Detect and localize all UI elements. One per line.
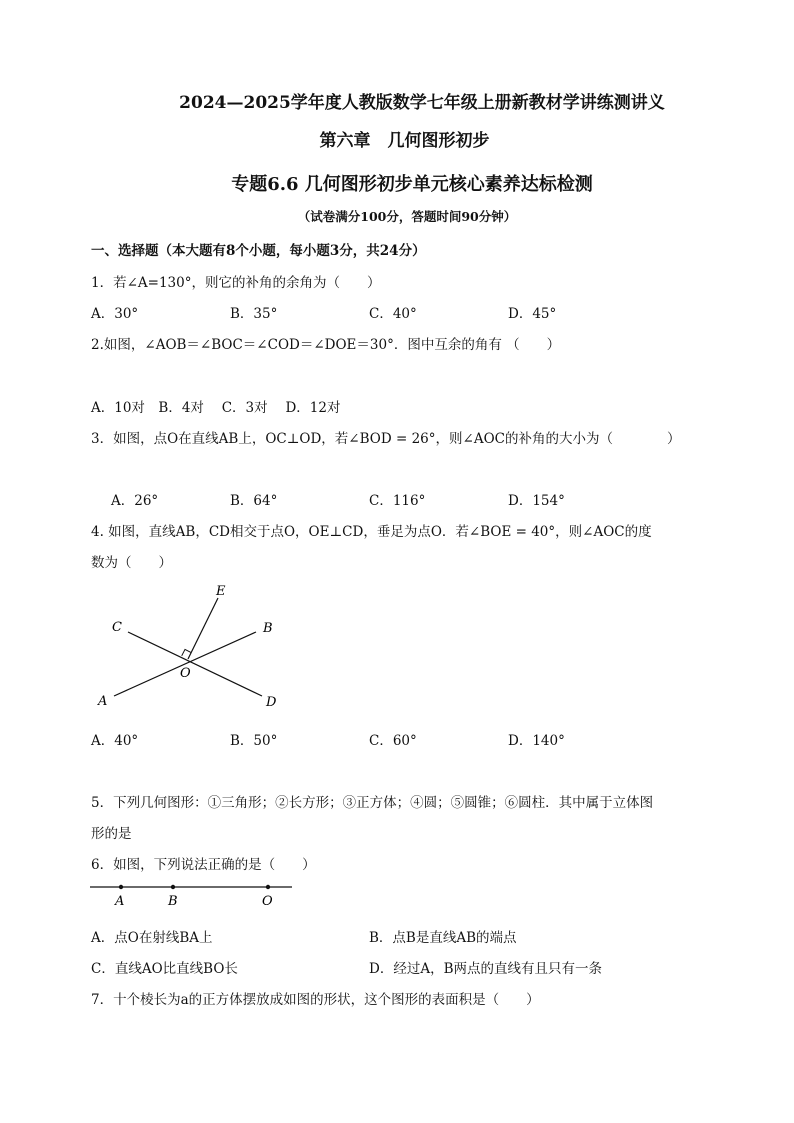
question-1-option-a: A．30° (91, 306, 139, 322)
question-4-option-d: D．140° (508, 733, 565, 749)
exam-info: （试卷满分100分，答题时间90分钟） (297, 209, 517, 224)
question-6-figure (90, 876, 300, 910)
section-heading: 一、选择题（本大题有8个小题，每小题3分，共24分） (91, 243, 426, 259)
question-1-option-d: D．45° (508, 306, 557, 322)
question-6-option-d: D．经过A，B两点的直线有且只有一条 (369, 961, 602, 977)
question-1-stem: 1．若∠A=130°，则它的补角的余角为（ ） (91, 275, 381, 291)
question-5-stem-line2: 形的是 (91, 826, 132, 842)
question-1-option-c: C．40° (369, 306, 417, 322)
question-3-option-c: C．116° (369, 493, 426, 509)
question-2-options: A．10对 B．4对 C．3对 D．12对 (91, 400, 341, 416)
label-b: B (168, 894, 178, 909)
question-3-option-b: B．64° (230, 493, 278, 509)
line-ab (114, 632, 256, 696)
question-3-stem: 3．如图，点O在直线AB上，OC⊥OD，若∠BOD = 26°，则∠AOC的补角的大小为（ ） (91, 431, 681, 447)
line-cd (128, 632, 262, 696)
question-4-option-a: A．40° (91, 733, 139, 749)
chapter-title: 第六章 几何图形初步 (319, 131, 490, 151)
question-3-option-a: A．26° (111, 493, 159, 509)
label-c: C (112, 620, 122, 635)
label-o: O (180, 666, 191, 681)
document-title: 2024—2025学年度人教版数学七年级上册新教材学讲练测讲义 (179, 93, 665, 113)
question-4-stem-line2: 数为（ ） (91, 555, 172, 571)
ray-oe (188, 598, 218, 659)
label-a: A (98, 694, 108, 709)
question-6-option-a: A．点O在射线BA上 (91, 930, 213, 946)
question-7-stem: 7．十个棱长为a的正方体摆放成如图的形状，这个图形的表面积是（ ） (91, 992, 540, 1008)
topic-title: 专题6.6 几何图形初步单元核心素养达标检测 (231, 174, 593, 195)
question-3-option-d: D．154° (508, 493, 565, 509)
label-o: O (262, 894, 273, 909)
label-a: A (115, 894, 125, 909)
question-4-figure (90, 578, 300, 718)
question-2-stem: 2.如图，∠AOB＝∠BOC＝∠COD＝∠DOE＝30°．图中互余的角有 （ ） (91, 337, 561, 353)
question-6-option-c: C．直线AO比直线BO长 (91, 961, 238, 977)
question-1-option-b: B．35° (230, 306, 278, 322)
label-e: E (216, 584, 226, 599)
label-b: B (263, 621, 273, 636)
point-o (266, 885, 270, 889)
label-d: D (266, 695, 277, 710)
point-b (171, 885, 175, 889)
question-4-option-c: C．60° (369, 733, 417, 749)
question-4-stem-line1: 4. 如图，直线AB，CD相交于点O，OE⊥CD，垂足为点O．若∠BOE = 40°，则∠AOC的度 (91, 524, 652, 540)
question-6-option-b: B．点B是直线AB的端点 (369, 930, 517, 946)
point-a (119, 885, 123, 889)
question-4-option-b: B．50° (230, 733, 278, 749)
question-6-stem: 6．如图，下列说法正确的是（ ） (91, 857, 316, 873)
question-5-stem-line1: 5．下列几何图形：①三角形；②长方形；③正方体；④圆；⑤圆锥；⑥圆柱．其中属于立体图 (91, 795, 654, 811)
